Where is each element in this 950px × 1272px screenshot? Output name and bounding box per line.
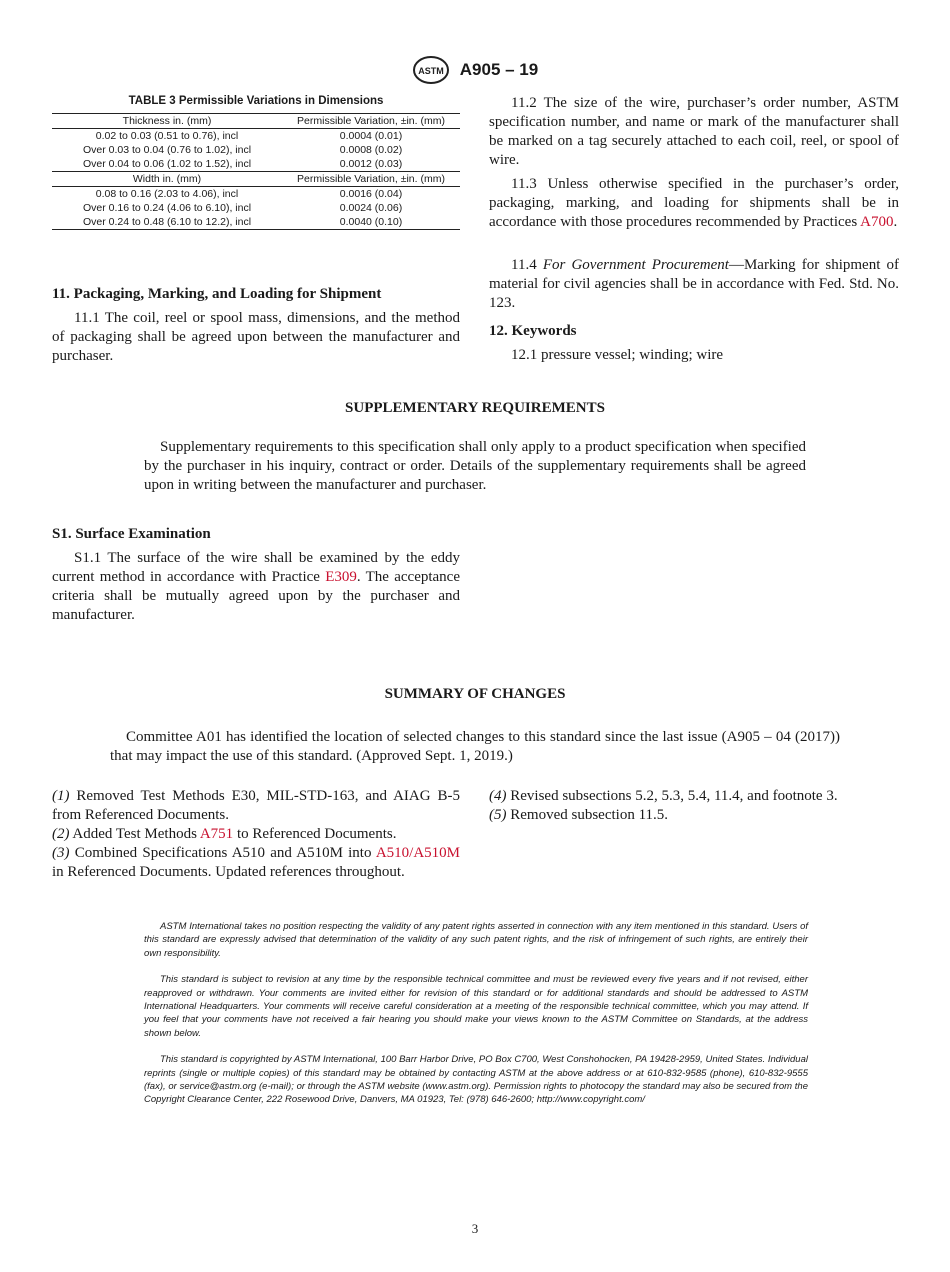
change-text: to Referenced Documents. bbox=[233, 826, 397, 842]
change-number: (1) bbox=[52, 788, 70, 804]
paragraph-text: S1.1 The surface of the wire shall be examined by the eddy current method in accordance with Practice bbox=[52, 550, 460, 585]
summary-intro: Committee A01 has identified the location of selected changes to this standard since the last issue (A905 – 04 (2017)) that may impact the use of this standard. (Approved Sept. 1, 2019.) bbox=[110, 729, 840, 764]
table-cell: 0.02 to 0.03 (0.51 to 0.76), incl bbox=[95, 130, 239, 142]
table-caption: TABLE 3 Permissible Variations in Dimensions bbox=[128, 95, 384, 107]
table-header-cell: Thickness in. (mm) bbox=[52, 114, 282, 129]
dimensions-table bbox=[52, 113, 460, 230]
page-header bbox=[0, 55, 950, 85]
paragraph-text: 11.3 Unless otherwise specified in the purchaser’s order, packaging, marking, and loading for shipments shall be in accordance with those procedures recommended by Practices bbox=[489, 176, 899, 230]
section-12-heading: 12. Keywords bbox=[489, 323, 577, 339]
paragraph-11-4 bbox=[489, 256, 899, 313]
revision-notice: This standard is subject to revision at any time by the responsible technical committee and must be reviewed every five years and if not revised, either reapproved or withdrawn. Your comments are invited either for revision of this standard or for additional standards and should be addressed to ASTM International Headquarters. Your comments will receive careful consideration at a meeting of the responsible technical committee, which you may attend. If you feel that your comments have not received a fair hearing you should make your views known to the ASTM Committee on Standards, at the address shown below. bbox=[144, 974, 808, 1039]
table-cell: 0.0040 (0.10) bbox=[282, 215, 460, 230]
change-item-3 bbox=[52, 844, 460, 882]
table-cell: Over 0.24 to 0.48 (6.10 to 12.2), incl bbox=[52, 215, 282, 230]
supplementary-intro: Supplementary requirements to this specification shall only apply to a product specification when specified by the purchaser in his inquiry, contract or order. Details of the supplementary requirements shall be agreed upon in writing between the manufacturer and purchaser. bbox=[144, 439, 806, 493]
table-cell: 0.0024 (0.06) bbox=[339, 202, 403, 214]
table-header-cell: Permissible Variation, ±in. (mm) bbox=[282, 114, 460, 129]
paragraph-text: . bbox=[893, 214, 898, 230]
change-text: Revised subsections 5.2, 5.3, 5.4, 11.4, and footnote 3. bbox=[506, 788, 838, 804]
change-text: Added Test Methods bbox=[69, 826, 200, 842]
table-row bbox=[52, 143, 460, 157]
table-cell: 0.0016 (0.04) bbox=[339, 188, 403, 200]
change-item-4 bbox=[489, 787, 899, 806]
s1-heading: S1. Surface Examination bbox=[52, 526, 211, 542]
paragraph-italic-title: For Government Procurement bbox=[542, 257, 729, 273]
change-item-5 bbox=[489, 806, 899, 825]
section-11-heading: 11. Packaging, Marking, and Loading for Shipment bbox=[52, 286, 382, 302]
patent-notice: ASTM International takes no position respecting the validity of any patent rights asserted in connection with any item mentioned in this standard. Users of this standard are expressly advised that determination of the validity of any such patent rights, and the risk of infringement of such rights, are entirely their own responsibility. bbox=[144, 921, 808, 959]
table-cell: 0.08 to 0.16 (2.03 to 4.06), incl bbox=[95, 188, 239, 200]
change-number: (4) bbox=[489, 788, 507, 804]
change-text: Removed subsection 11.5. bbox=[506, 807, 669, 823]
paragraph-text: . The acceptance criteria shall be mutually agreed upon by the purchaser and manufacturer. bbox=[52, 569, 460, 623]
change-list-right bbox=[489, 787, 899, 825]
table-header-cell: Width in. (mm) bbox=[52, 172, 282, 187]
paragraph-11-1: 11.1 The coil, reel or spool mass, dimensions, and the method of packaging shall be agreed upon between the manufacturer and purchaser. bbox=[52, 310, 460, 364]
svg-text:ASTM: ASTM bbox=[418, 66, 444, 76]
practice-a700-link[interactable]: A700 bbox=[860, 214, 894, 230]
paragraph-12-1: 12.1 pressure vessel; winding; wire bbox=[511, 347, 724, 363]
table-row bbox=[52, 201, 460, 215]
table-cell: 0.0012 (0.03) bbox=[339, 158, 403, 170]
spec-a510-link[interactable]: A510/A510M bbox=[375, 845, 460, 861]
change-item-2 bbox=[52, 825, 460, 844]
designation: A905 – 19 bbox=[459, 60, 539, 79]
change-text: Removed Test Methods E30, MIL-STD-163, and AIAG B-5 from Referenced Documents. bbox=[52, 788, 460, 823]
copyright-notice: This standard is copyrighted by ASTM International, 100 Barr Harbor Drive, PO Box C700, West Conshohocken, PA 19428-2959, United States. Individual reprints (single or multiple copies) of this standard may be obtained by contacting ASTM at the above address or at 610-832-9585 (phone), 610-832-9555 (fax), or service@astm.org (e-mail); or through the ASTM website (www.astm.org). Permission rights to photocopy the standard may also be secured from the Copyright Clearance Center, 222 Rosewood Drive, Danvers, MA 01923, Tel: (978) 646-2600; http://www.copyright.com/ bbox=[144, 1054, 808, 1106]
table-cell: Over 0.04 to 0.06 (1.02 to 1.52), incl bbox=[82, 158, 252, 170]
paragraph-11-3 bbox=[489, 175, 899, 232]
paragraph-11-2: 11.2 The size of the wire, purchaser’s order number, ASTM specification number, and name or mark of the manufacturer shall be marked on a tag securely attached to each coil, reel, or spool of wire. bbox=[489, 95, 899, 168]
table-row bbox=[52, 129, 460, 144]
change-number: (5) bbox=[489, 807, 507, 823]
table-header-row bbox=[52, 114, 460, 129]
table-row bbox=[52, 187, 460, 202]
legal-notice bbox=[144, 920, 808, 1107]
table-header-cell: Permissible Variation, ±in. (mm) bbox=[282, 172, 460, 187]
practice-e309-link[interactable]: E309 bbox=[325, 569, 357, 585]
change-text: in Referenced Documents. Updated references throughout. bbox=[52, 864, 405, 880]
astm-logo-icon bbox=[412, 55, 450, 85]
table-row bbox=[52, 157, 460, 172]
table-cell: Over 0.16 to 0.24 (4.06 to 6.10), incl bbox=[82, 202, 252, 214]
page-number: 3 bbox=[471, 1221, 479, 1236]
change-text: Combined Specifications A510 and A510M into bbox=[69, 845, 376, 861]
change-item-1 bbox=[52, 787, 460, 825]
test-method-a751-link[interactable]: A751 bbox=[199, 826, 234, 842]
paragraph-text: —Marking for shipment of material for civil agencies shall be in accordance with Fed. Std. No. 123. bbox=[489, 257, 900, 311]
table-row bbox=[52, 215, 460, 230]
summary-heading: SUMMARY OF CHANGES bbox=[384, 686, 566, 702]
change-list-left bbox=[52, 787, 460, 882]
table-cell: 0.0008 (0.02) bbox=[339, 144, 403, 156]
table-header-row bbox=[52, 172, 460, 187]
paragraph-number: 11.4 bbox=[511, 257, 543, 273]
paragraph-s1-1 bbox=[52, 549, 460, 625]
table-cell: 0.0004 (0.01) bbox=[339, 130, 403, 142]
change-number: (3) bbox=[52, 845, 70, 861]
change-number: (2) bbox=[52, 826, 70, 842]
supplementary-heading: SUPPLEMENTARY REQUIREMENTS bbox=[345, 400, 605, 416]
table-cell: Over 0.03 to 0.04 (0.76 to 1.02), incl bbox=[82, 144, 252, 156]
